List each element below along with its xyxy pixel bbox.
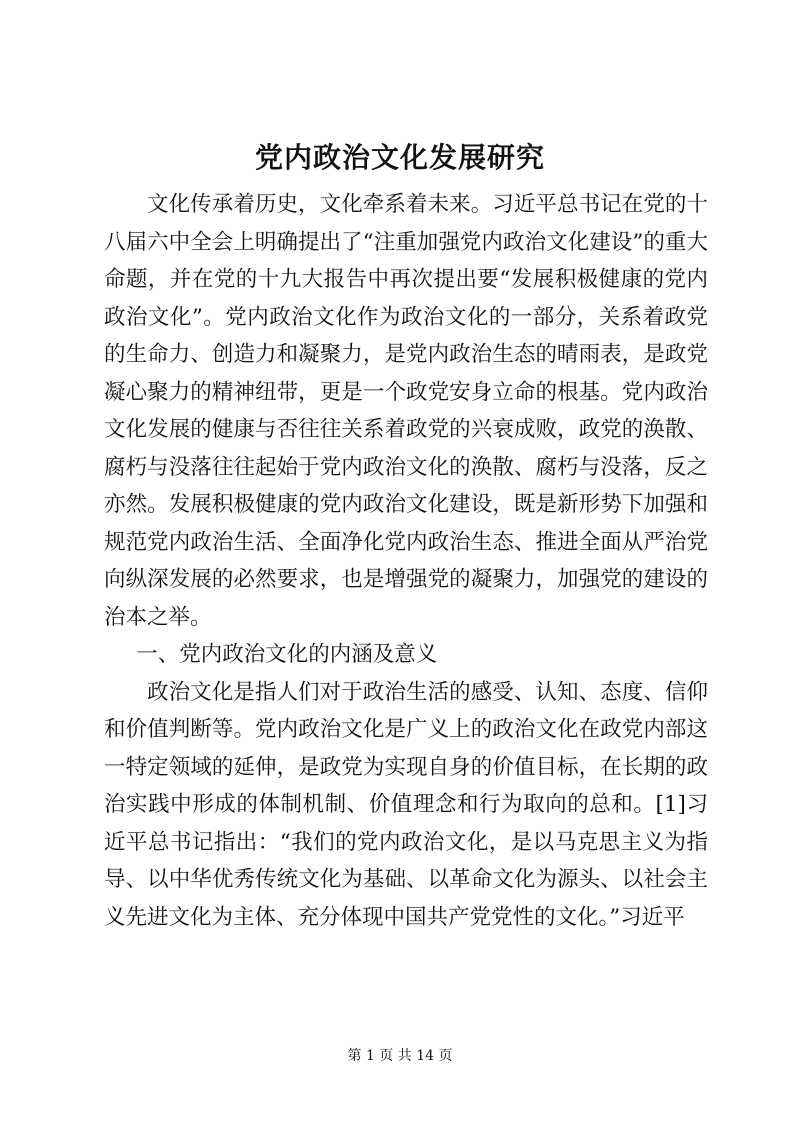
section-heading: 一、党内政治文化的内涵及意义 (136, 642, 438, 667)
body-paragraph: 文化传承着历史，文化牵系着未来。习近平总书记在党的十八届六中全会上明确提出了“注重加强党内政治文化建设”的重大命题，并在党的十九大报告中再次提出要“发展积极健康的党内政治文化”。党内政治文化作为政治文化的一部分，关系着政党的生命力、创造力和凝聚力，是党内政治生态的晴雨表，是政党凝心聚力的精神纽带，更是一个政党安身立命的根基。党内政治文化发展的健康与否往往关系着政党的兴衰成败，政党的涣散、腐朽与没落往往起始于党内政治文化的涣散、腐朽与没落，反之亦然。发展积极健康的党内政治文化建设，既是新形势下加强和规范党内政治生活、全面净化党内政治生态、推进全面从严治党向纵深发展的必然要求，也是增强党的凝聚力，加强党的建设的治本之举。 (104, 192, 708, 630)
document-body (104, 186, 708, 936)
page-footer: 第 1 页 共 14 页 (347, 1048, 453, 1064)
document-title: 党内政治文化发展研究 (254, 141, 545, 174)
body-paragraph: 政治文化是指人们对于政治生活的感受、认知、态度、信仰和价值判断等。党内政治文化是广义上的政治文化在政党内部这一特定领域的延伸，是政党为实现自身的价值目标，在长期的政治实践中形成的体制机制、价值理念和行为取向的总和。[1]习近平总书记指出：“我们的党内政治文化，是以马克思主义为指导、以中华优秀传统文化为基础、以革命文化为源头、以社会主义先进文化为主体、充分体现中国共产党党性的文化。”习近平 (104, 679, 708, 930)
